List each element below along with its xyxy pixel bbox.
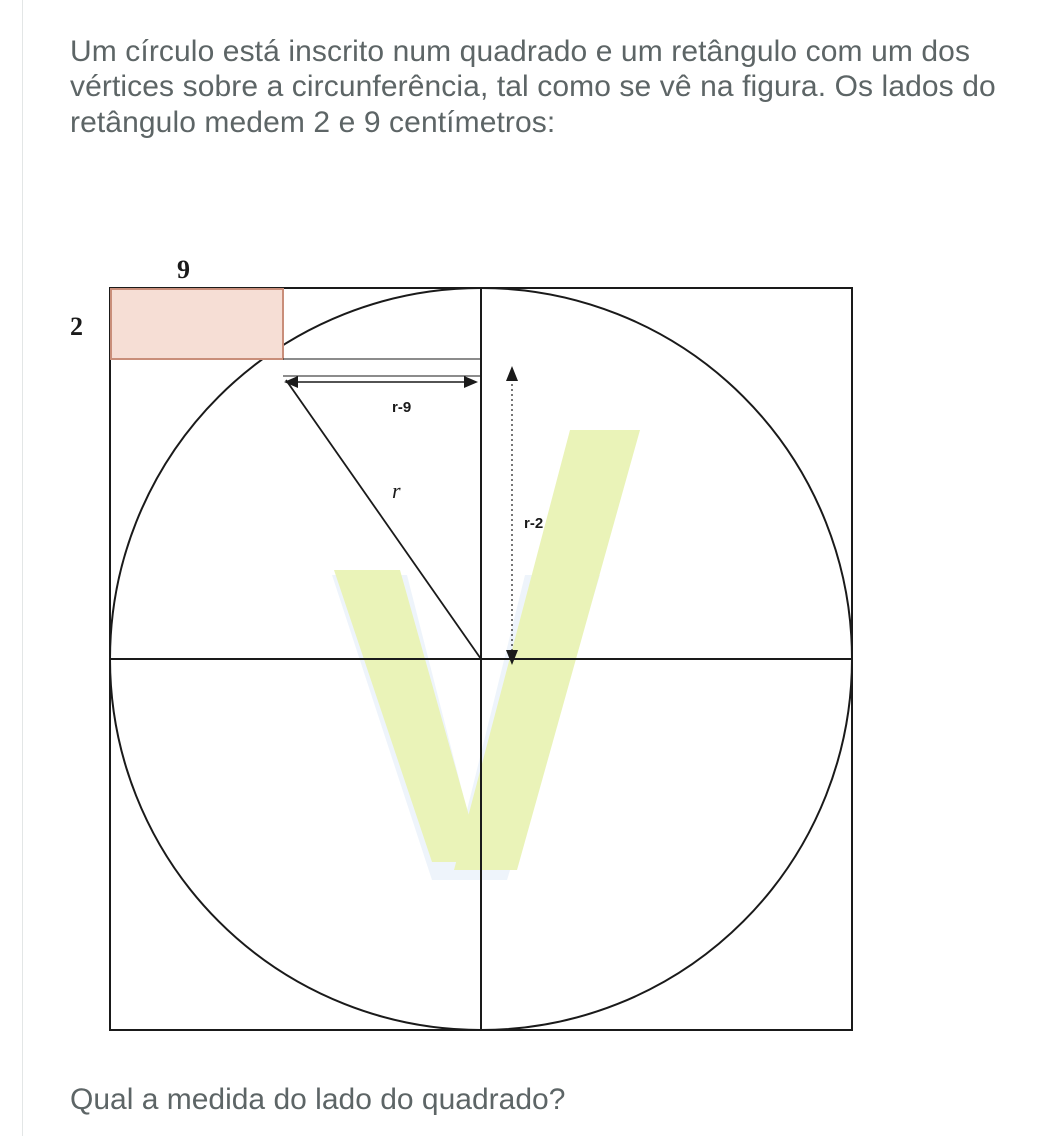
figure-svg bbox=[62, 250, 882, 1060]
watermark-v-icon bbox=[332, 430, 640, 880]
label-height-2: 2 bbox=[70, 312, 83, 341]
arrow-r-minus-9 bbox=[284, 376, 478, 388]
left-vertical-rule bbox=[22, 0, 23, 1136]
label-radius: r bbox=[392, 478, 401, 503]
label-r-minus-9: r-9 bbox=[392, 399, 412, 416]
geometry-figure bbox=[62, 250, 882, 1060]
question-prompt: Um círculo está inscrito num quadrado e um retângulo com um dos vértices sobre a circunferência, tal como se vê na figura. Os lados do retângulo medem 2 e 9 centímetros: bbox=[70, 35, 996, 139]
label-width-9: 9 bbox=[177, 255, 190, 284]
label-r-minus-2: r-2 bbox=[524, 515, 544, 532]
question-tail: Qual a medida do lado do quadrado? bbox=[70, 1083, 566, 1116]
rectangle-shape bbox=[111, 289, 283, 359]
